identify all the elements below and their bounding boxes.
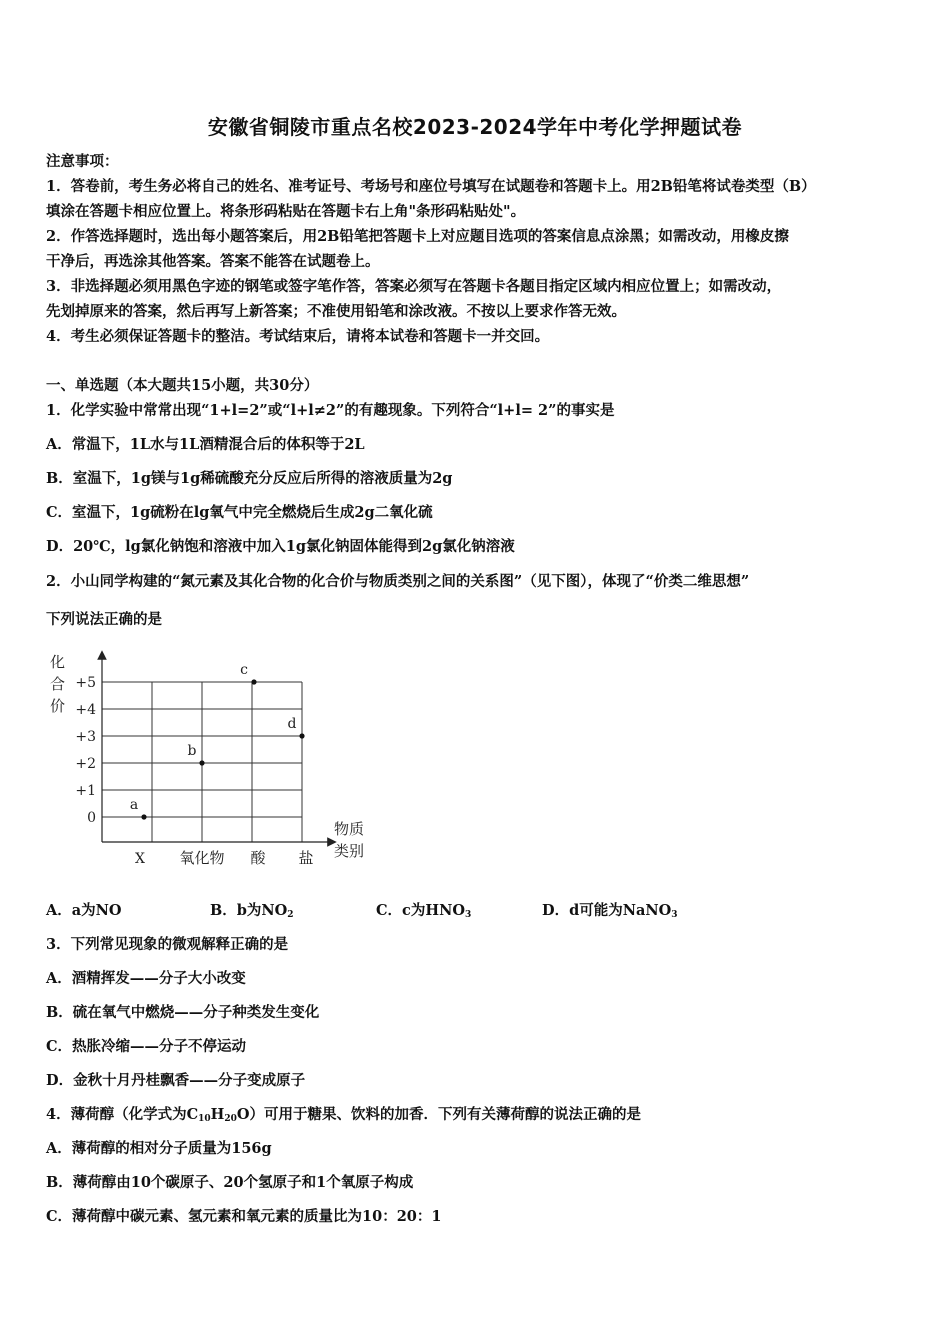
data-point-label: a — [129, 797, 139, 813]
q4-stem: 4．薄荷醇（化学式为$C_{10}H_{20}O$）可用于糖果、饮料的加香．下列有关薄荷醇的说法正确的是 — [46, 1106, 642, 1124]
y-tick-label: +5 — [75, 675, 96, 691]
notice-heading: 注意事项： — [46, 153, 119, 170]
q2-option-b: B．b为$NO_2$ — [210, 902, 294, 920]
notice-line: 2．作答选择题时，选出每小题答案后，用2B铅笔把答题卡上对应题目选项的答案信息点涂黑；如需改动，用橡皮擦 — [46, 228, 789, 245]
q2-option-d: D．d可能为NaNO$_3$ — [542, 902, 678, 920]
y-tick-label: +4 — [75, 702, 96, 718]
q4-option-b: B．薄荷醇由10个碳原子、20个氢原子和1个氧原子构成 — [46, 1174, 414, 1191]
x-axis-label-line: 物质 — [334, 820, 365, 838]
y-axis-label-char: 合 — [50, 675, 66, 693]
data-point — [199, 760, 204, 765]
y-tick-label: 0 — [87, 810, 96, 826]
data-point — [251, 679, 256, 684]
q3-option-b: B．硫在氧气中燃烧——分子种类发生变化 — [46, 1004, 320, 1021]
valence-category-chart — [40, 645, 400, 875]
q2-option-c: C．c为$HNO_3$ — [376, 902, 472, 920]
q1-option-b: B．室温下，1g镁与1g稀硫酸充分反应后所得的溶液质量为2g — [46, 470, 453, 487]
q3-option-d: D．金秋十月丹桂飘香——分子变成原子 — [46, 1072, 306, 1089]
q1-stem: 1．化学实验中常常出现“1+l=2”或“l+l≠2”的有趣现象。下列符合“l+l= 2”的事实是 — [46, 402, 615, 419]
q4-option-a: A．薄荷醇的相对分子质量为156g — [46, 1140, 272, 1157]
x-tick-label: 酸 — [250, 849, 266, 867]
data-point-label: c — [240, 662, 248, 678]
q1-option-c: C．室温下，1g硫粉在lg氧气中完全燃烧后生成2g二氧化硫 — [46, 504, 433, 521]
notice-line: 填涂在答题卡相应位置上。将条形码粘贴在答题卡右上角"条形码粘贴处"。 — [46, 203, 526, 220]
section-heading: 一、单选题（本大题共15小题，共30分） — [46, 377, 319, 394]
q1-option-d: D．20℃，lg氯化钠饱和溶液中加入1g氯化钠固体能得到2g氯化钠溶液 — [46, 538, 515, 555]
notice-line: 干净后，再选涂其他答案。答案不能答在试题卷上。 — [46, 253, 380, 270]
data-point-label: d — [287, 716, 297, 732]
y-axis-label-char: 化 — [50, 653, 66, 671]
q2-stem: 2．小山同学构建的“氮元素及其化合物的化合价与物质类别之间的关系图”（见下图），体现了“价类二维思想” — [46, 573, 750, 590]
y-tick-label: +3 — [75, 729, 96, 745]
data-point — [141, 814, 146, 819]
x-axis-label-line: 类别 — [334, 842, 365, 860]
data-point-label: b — [187, 743, 197, 759]
q4-option-c: C．薄荷醇中碳元素、氢元素和氧元素的质量比为10：20：1 — [46, 1208, 442, 1225]
x-tick-label: 盐 — [298, 849, 314, 867]
page-title: 安徽省铜陵市重点名校2023-2024学年中考化学押题试卷 — [207, 115, 743, 139]
q1-option-a: A．常温下，1L水与1L酒精混合后的体积等于2L — [46, 436, 365, 453]
y-axis-label-char: 价 — [50, 697, 66, 715]
data-point — [299, 733, 304, 738]
x-tick-label: X — [135, 851, 145, 867]
q3-stem: 3．下列常见现象的微观解释正确的是 — [46, 936, 289, 953]
y-tick-label: +1 — [75, 783, 96, 799]
q3-option-a: A．酒精挥发——分子大小改变 — [46, 970, 246, 987]
notice-line: 1．答卷前，考生务必将自己的姓名、准考证号、考场号和座位号填写在试题卷和答题卡上。用2B铅笔将试卷类型（B） — [46, 178, 816, 195]
q2-stem-2: 下列说法正确的是 — [46, 611, 162, 628]
notice-line: 3．非选择题必须用黑色字迹的钢笔或签字笔作答，答案必须写在答题卡各题目指定区域内相应位置上；如需改动， — [46, 278, 782, 295]
q2-option-a: A．a为NO — [46, 902, 122, 919]
notice-line: 先划掉原来的答案，然后再写上新答案；不准使用铅笔和涂改液。不按以上要求作答无效。 — [46, 303, 626, 320]
x-tick-label: 氧化物 — [179, 849, 225, 867]
q3-option-c: C．热胀冷缩——分子不停运动 — [46, 1038, 247, 1055]
y-tick-label: +2 — [75, 756, 96, 772]
notice-line: 4．考生必须保证答题卡的整洁。考试结束后，请将本试卷和答题卡一并交回。 — [46, 328, 550, 345]
